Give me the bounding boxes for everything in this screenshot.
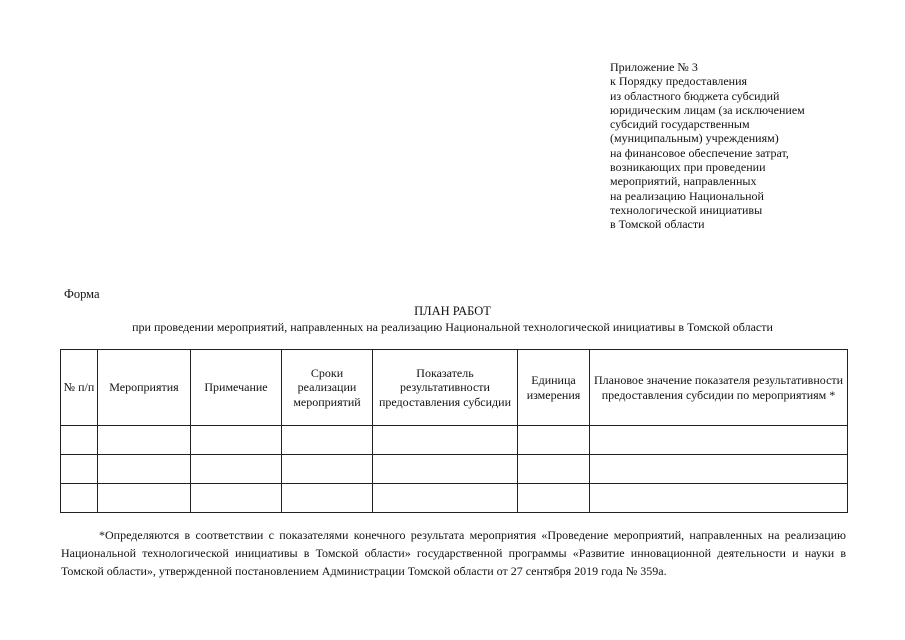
table-cell xyxy=(61,426,98,455)
appendix-line: на финансовое обеспечение затрат, xyxy=(610,145,789,160)
table-row xyxy=(61,484,848,513)
table-cell xyxy=(98,455,191,484)
appendix-line: субсидий государственным xyxy=(610,117,750,132)
plan-subtitle: при проведении мероприятий, направленных на реализацию Национальной технологической инициативы в Томской области xyxy=(132,320,773,334)
appendix-line: возникающих при проведении xyxy=(610,160,766,175)
table-cell xyxy=(282,484,373,513)
appendix-block xyxy=(610,60,900,232)
appendix-line: Приложение № 3 xyxy=(610,60,698,74)
table-cell xyxy=(191,484,282,513)
header-note: Примечание xyxy=(191,350,282,426)
plan-table xyxy=(60,349,848,513)
table-header-row xyxy=(61,350,848,426)
table-cell xyxy=(98,426,191,455)
appendix-line: на реализацию Национальной xyxy=(610,188,764,203)
table-cell xyxy=(98,484,191,513)
plan-title: ПЛАН РАБОТ xyxy=(414,304,491,318)
table-row xyxy=(61,426,848,455)
table-cell xyxy=(590,426,848,455)
table-cell xyxy=(518,484,590,513)
table-cell xyxy=(518,455,590,484)
table-cell xyxy=(373,484,518,513)
appendix-line: из областного бюджета субсидий xyxy=(610,88,780,103)
appendix-line: мероприятий, направленных xyxy=(610,174,757,189)
table-cell xyxy=(61,484,98,513)
table-cell xyxy=(590,455,848,484)
table-cell xyxy=(191,455,282,484)
footnote: *Определяются в соответствии с показателями конечного результата мероприятия «Проведение мероприятий, направленных на реализацию Национальной технологической инициативы в Томской области» государственной программы «Развитие инновационной деятельности и науки в Томской области», утвержденной постановлением Администрации Томской области от 27 сентября 2019 года № 359а. xyxy=(61,528,846,579)
table-cell xyxy=(282,426,373,455)
appendix-line: в Томской области xyxy=(610,217,705,232)
table-cell xyxy=(282,455,373,484)
appendix-line: (муниципальным) учреждениям) xyxy=(610,131,779,146)
table-cell xyxy=(518,426,590,455)
form-label: Форма xyxy=(64,287,100,301)
header-deadlines: Сроки реализации мероприятий xyxy=(282,350,373,426)
table-cell xyxy=(590,484,848,513)
table-row xyxy=(61,455,848,484)
table-cell xyxy=(373,426,518,455)
table-cell xyxy=(61,455,98,484)
header-activities: Мероприятия xyxy=(98,350,191,426)
appendix-line: юридическим лицам (за исключением xyxy=(610,102,805,117)
appendix-line: к Порядку предоставления xyxy=(610,74,748,89)
appendix-line: технологической инициативы xyxy=(610,202,763,217)
header-number: № п/п xyxy=(61,350,98,426)
header-indicator: Показатель результативности предоставления субсидии xyxy=(373,350,518,426)
table-cell xyxy=(373,455,518,484)
header-unit: Единица измерения xyxy=(518,350,590,426)
header-planned-value: Плановое значение показателя результативности предоставления субсидии по мероприятиям * xyxy=(590,350,848,426)
table-cell xyxy=(191,426,282,455)
